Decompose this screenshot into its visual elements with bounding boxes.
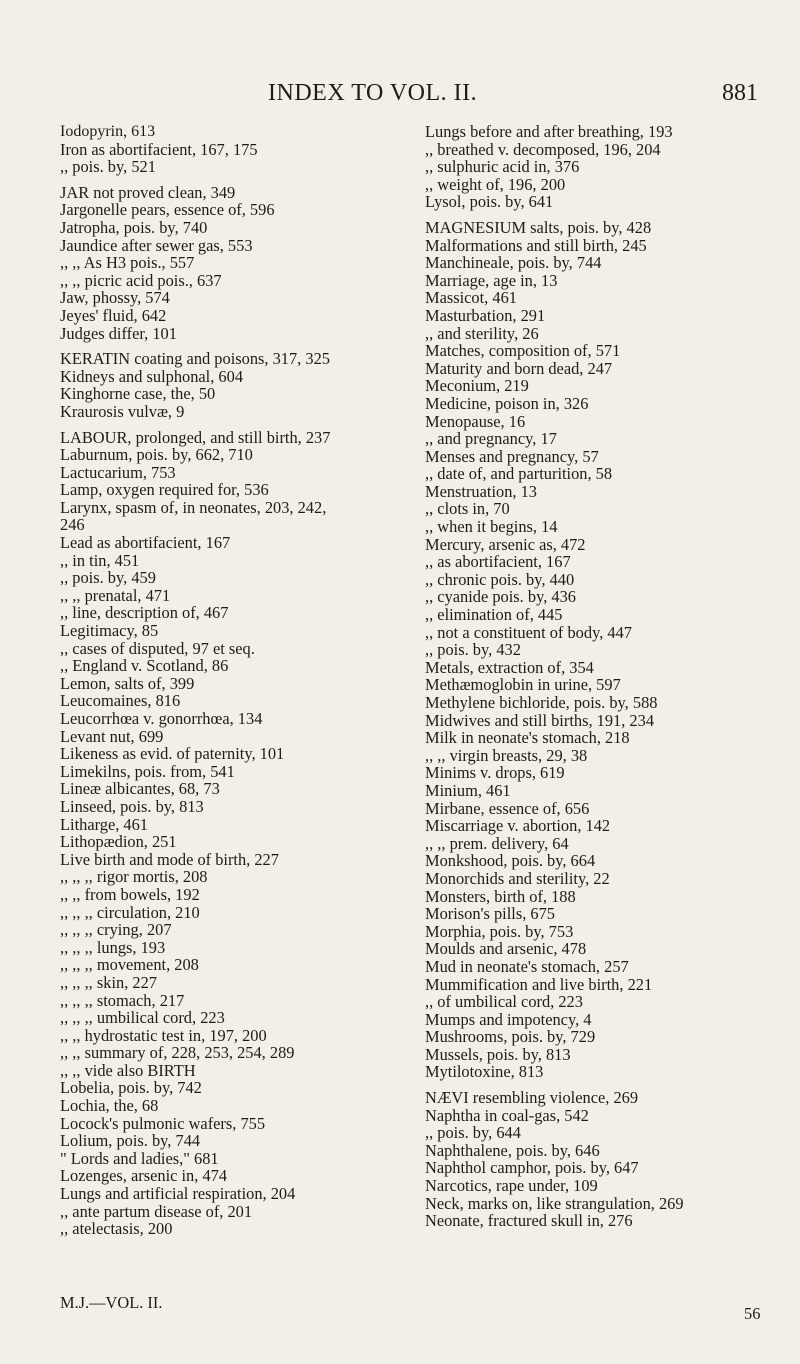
index-entry: Mumps and impotency, 4	[425, 1009, 592, 1029]
index-entry: ,, ante partum disease of, 201	[60, 1201, 253, 1221]
index-entry: Massicot, 461	[425, 288, 517, 308]
index-entry: ,, ,, summary of, 228, 253, 254, 289	[60, 1043, 295, 1063]
index-entry: Monorchids and sterility, 22	[425, 868, 610, 888]
index-entry: Legitimacy, 85	[60, 621, 159, 641]
index-entry: Morphia, pois. by, 753	[425, 921, 574, 941]
index-entry: Iron as abortifacient, 167, 175	[60, 139, 258, 159]
index-entry: ,, pois. by, 644	[425, 1123, 521, 1143]
index-entry: Limekilns, pois. from, 541	[60, 761, 235, 781]
index-entry: JAR not proved clean, 349	[60, 182, 236, 202]
index-entry: Lozenges, arsenic in, 474	[60, 1166, 228, 1186]
index-entry: ,, ,, vide also BIRTH	[60, 1060, 196, 1080]
index-entry: Naphthol camphor, pois. by, 647	[425, 1158, 639, 1178]
index-entry: Mushrooms, pois. by, 729	[425, 1027, 596, 1047]
index-entry: ,, elimination of, 445	[425, 605, 563, 625]
index-entry: Matches, composition of, 571	[425, 341, 621, 361]
index-entry: Mussels, pois. by, 813	[425, 1044, 571, 1064]
index-entry: " Lords and ladies," 681	[60, 1148, 219, 1168]
index-entry: Lysol, pois. by, 641	[425, 192, 554, 212]
index-entry: Methylene bichloride, pois. by, 588	[425, 693, 658, 712]
index-entry: Linseed, pois. by, 813	[60, 796, 204, 816]
index-entry: ,, pois. by, 521	[60, 157, 156, 177]
index-entry: Lochia, the, 68	[60, 1096, 159, 1116]
page-number: 881	[722, 80, 758, 106]
index-entry: ,, when it begins, 14	[425, 517, 558, 537]
index-entry: ,, ,, ,, crying, 207	[60, 920, 172, 940]
index-entry: Lactucarium, 753	[60, 462, 176, 482]
index-entry: Milk in neonate's stomach, 218	[425, 728, 630, 748]
index-entry: Lolium, pois. by, 744	[60, 1131, 201, 1151]
index-entry: Levant nut, 699	[60, 726, 164, 746]
index-entry: Lineæ albicantes, 68, 73	[60, 779, 220, 799]
index-entry: Locock's pulmonic wafers, 755	[60, 1113, 266, 1133]
index-entry: Lungs and artificial respiration, 204	[60, 1184, 296, 1204]
index-entry: NÆVI resembling violence, 269	[425, 1088, 639, 1108]
index-entry: ,, of umbilical cord, 223	[425, 992, 583, 1012]
index-entry: ,, as abortifacient, 167	[425, 552, 571, 572]
index-entry: Litharge, 461	[60, 814, 149, 834]
index-entry: Miscarriage v. abortion, 142	[425, 816, 611, 836]
index-entry: Meconium, 219	[425, 376, 529, 396]
index-entry: Neonate, fractured skull in, 276	[425, 1211, 633, 1231]
index-entry: Malformations and still birth, 245	[425, 235, 647, 255]
index-entry: ,, chronic pois. by, 440	[425, 569, 575, 589]
index-entry: ,, ,, from bowels, 192	[60, 884, 200, 904]
sheet-number: 56	[744, 1304, 761, 1323]
index-entry: Moulds and arsenic, 478	[425, 939, 587, 959]
index-entry: Leucomaines, 816	[60, 691, 181, 711]
index-entry: Jargonelle pears, essence of, 596	[60, 200, 275, 220]
index-entry: Mercury, arsenic as, 472	[425, 534, 586, 554]
index-entry: ,, ,, ,, circulation, 210	[60, 902, 200, 922]
index-entry: ,, breathed v. decomposed, 196, 204	[425, 139, 661, 159]
index-entry: ,, ,, ,, stomach, 217	[60, 990, 185, 1010]
index-entry: ,, sulphuric acid in, 376	[425, 157, 580, 177]
index-entry: ,, line, description of, 467	[60, 603, 229, 623]
index-entry: LABOUR, prolonged, and still birth, 237	[60, 427, 331, 447]
index-entry: Likeness as evid. of paternity, 101	[60, 744, 285, 764]
index-entry: Narcotics, rape under, 109	[425, 1176, 598, 1196]
index-entry: Laburnum, pois. by, 662, 710	[60, 445, 253, 465]
index-entry: Minium, 461	[425, 780, 511, 800]
index-entry: Lead as abortifacient, 167	[60, 533, 231, 553]
index-entry: Marriage, age in, 13	[425, 270, 558, 290]
footer-signature: M.J.—VOL. II.	[60, 1293, 163, 1312]
index-entry: ,, date of, and parturition, 58	[425, 464, 613, 484]
index-entry: Mytilotoxine, 813	[425, 1062, 544, 1082]
index-entry: ,, weight of, 196, 200	[425, 174, 566, 194]
index-entry: Jaw, phossy, 574	[60, 288, 170, 308]
index-entry: KERATIN coating and poisons, 317, 325	[60, 349, 330, 369]
index-entry: Metals, extraction of, 354	[425, 657, 594, 677]
index-entry: Leucorrhœa v. gonorrhœa, 134	[60, 709, 263, 728]
index-entry: ,, and sterility, 26	[425, 323, 539, 343]
index-entry: Larynx, spasm of, in neonates, 203, 242,	[60, 497, 327, 517]
index-column-right	[425, 123, 795, 1230]
index-entry: ,, ,, As H3 pois., 557	[60, 253, 195, 273]
index-entry: ,, atelectasis, 200	[60, 1219, 173, 1239]
index-entry: Jatropha, pois. by, 740	[60, 217, 208, 237]
index-entry: Menstruation, 13	[425, 481, 537, 501]
index-entry: ,, cyanide pois. by, 436	[425, 587, 576, 607]
index-entry: Lemon, salts of, 399	[60, 673, 195, 693]
index-entry: ,, ,, ,, lungs, 193	[60, 937, 166, 957]
index-entry: Naphtha in coal-gas, 542	[425, 1105, 589, 1125]
index-entry: Menopause, 16	[425, 411, 526, 431]
index-entry: Monkshood, pois. by, 664	[425, 851, 596, 871]
index-entry: Lithopædion, 251	[60, 832, 177, 852]
index-entry: ,, ,, prem. delivery, 64	[425, 833, 569, 853]
index-entry: ,, ,, ,, skin, 227	[60, 972, 157, 992]
index-column-left	[60, 123, 420, 1238]
index-entry: ,, England v. Scotland, 86	[60, 656, 229, 676]
index-entry: MAGNESIUM salts, pois. by, 428	[425, 217, 652, 237]
index-entry: ,, in tin, 451	[60, 550, 140, 570]
index-entry: Kidneys and sulphonal, 604	[60, 366, 244, 386]
index-entry: Kraurosis vulvæ, 9	[60, 401, 185, 421]
index-entry: 246	[60, 515, 85, 535]
index-entry: Judges differ, 101	[60, 323, 177, 343]
index-entry: Jeyes' fluid, 642	[60, 305, 167, 325]
index-entry: Manchineale, pois. by, 744	[425, 253, 602, 273]
running-header-title: INDEX TO VOL. II.	[268, 80, 478, 106]
index-entry: Mummification and live birth, 221	[425, 974, 653, 994]
index-entry: Mirbane, essence of, 656	[425, 798, 590, 818]
index-entry: Monsters, birth of, 188	[425, 886, 576, 906]
index-entry: ,, ,, ,, rigor mortis, 208	[60, 867, 208, 887]
index-entry: ,, pois. by, 459	[60, 568, 156, 588]
index-entry: ,, ,, hydrostatic test in, 197, 200	[60, 1025, 267, 1045]
index-entry: Kinghorne case, the, 50	[60, 384, 216, 404]
index-entry: Medicine, poison in, 326	[425, 393, 589, 413]
index-entry: ,, ,, prenatal, 471	[60, 585, 171, 605]
index-entry: Lungs before and after breathing, 193	[425, 122, 673, 141]
index-entry: Minims v. drops, 619	[425, 763, 565, 783]
index-entry: Masturbation, 291	[425, 305, 546, 325]
index-entry: Midwives and still births, 191, 234	[425, 710, 655, 730]
index-entry: ,, ,, ,, umbilical cord, 223	[60, 1008, 225, 1028]
index-entry: Lamp, oxygen required for, 536	[60, 480, 269, 500]
index-entry: ,, ,, virgin breasts, 29, 38	[425, 745, 588, 765]
index-entry: Morison's pills, 675	[425, 904, 555, 924]
index-entry: ,, ,, picric acid pois., 637	[60, 270, 222, 290]
index-entry: ,, not a constituent of body, 447	[425, 622, 632, 642]
index-entry: Iodopyrin, 613	[60, 123, 156, 140]
index-entry: Neck, marks on, like strangulation, 269	[425, 1193, 684, 1213]
index-entry: ,, pois. by, 432	[425, 640, 521, 660]
index-entry: Methæmoglobin in urine, 597	[425, 675, 621, 695]
index-entry: Naphthalene, pois. by, 646	[425, 1140, 600, 1160]
index-entry: Mud in neonate's stomach, 257	[425, 956, 629, 976]
index-entry: Live birth and mode of birth, 227	[60, 849, 279, 869]
index-entry: Menses and pregnancy, 57	[425, 446, 599, 466]
index-entry: ,, clots in, 70	[425, 499, 510, 519]
index-entry: Lobelia, pois. by, 742	[60, 1078, 202, 1098]
index-entry: ,, cases of disputed, 97 et seq.	[60, 638, 255, 658]
index-entry: Maturity and born dead, 247	[425, 358, 613, 378]
index-entry: Jaundice after sewer gas, 553	[60, 235, 253, 255]
index-entry: ,, and pregnancy, 17	[425, 429, 557, 449]
index-entry: ,, ,, ,, movement, 208	[60, 955, 199, 975]
